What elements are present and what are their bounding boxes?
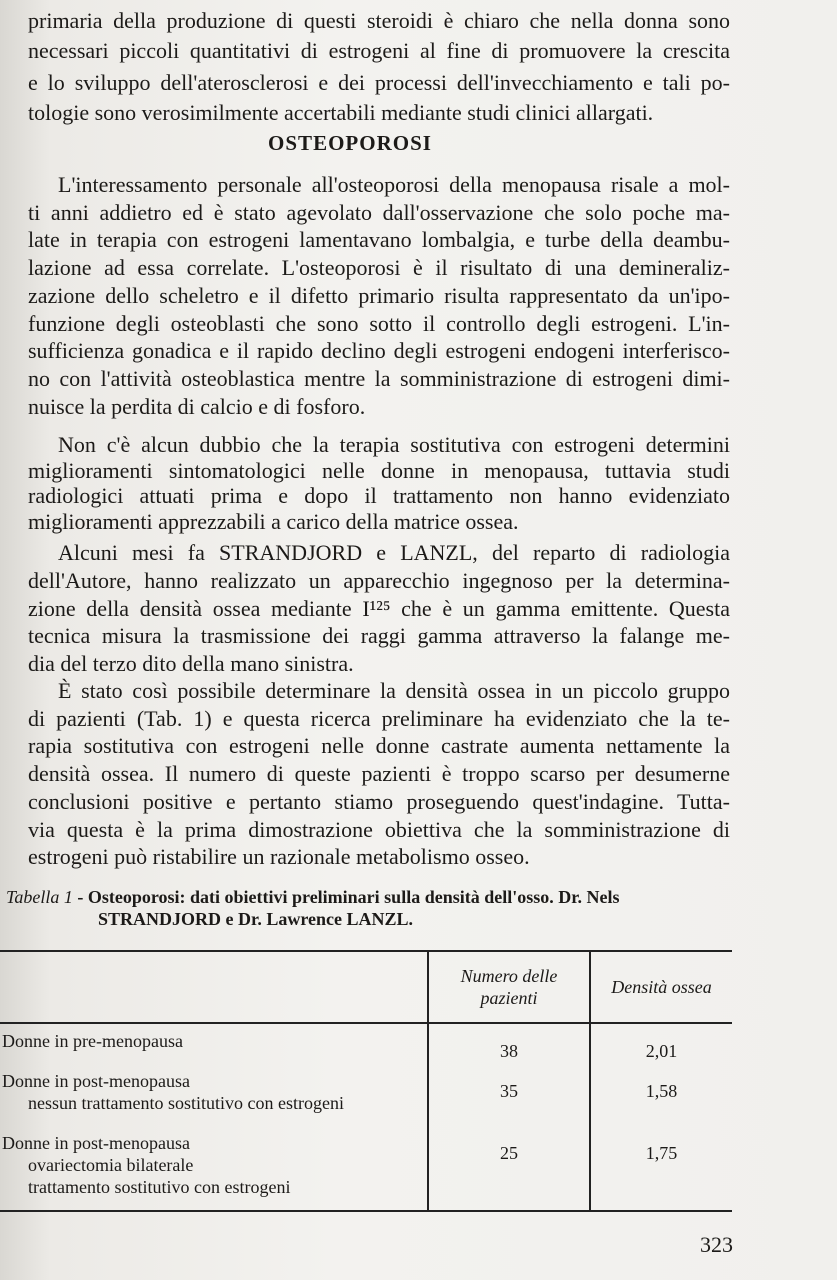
group-line: ovariectomia bilaterale [28, 1155, 194, 1175]
group-line: trattamento sostitutivo con estrogeni [28, 1177, 291, 1197]
text-line: necessari piccoli quantitativi di estrogeni al fine di promuovere la crescita [28, 38, 730, 63]
bone-density: 2,01 [590, 1023, 732, 1064]
text-line: nuisce la perdita di calcio e di fosforo. [28, 393, 366, 419]
text-line: dia del terzo dito della mano sinistra. [28, 651, 354, 677]
text-line: zazione dello scheletro e il difetto primario risulta rappresentato da un'ipo- [28, 282, 730, 308]
text-line: L'interessamento personale all'osteoporosi della menopausa risale a mol- [58, 172, 730, 197]
patients-count: 25 [428, 1126, 590, 1211]
header-patients: Numero delle pazienti [428, 951, 590, 1023]
header-density: Densità ossea [590, 951, 732, 1023]
group-cell [0, 1064, 428, 1126]
patients-count: 38 [428, 1023, 590, 1064]
text-line: miglioramenti sintomatologici nelle donne in menopausa, tuttavia studi [28, 457, 730, 483]
text-line: sufficienza gonadica e il rapido declino degli estrogeni endogeni interferisco- [28, 338, 730, 364]
header-group [0, 951, 428, 1023]
density-table [0, 950, 732, 1212]
table-row [0, 1064, 732, 1126]
text-line: tecnica misura la trasmissione dei raggi gamma attraverso la falange me- [28, 623, 730, 649]
table-label: Tabella 1 [6, 887, 73, 907]
text-line: radiologici attuati prima e dopo il trattamento non hanno evidenziato [28, 483, 730, 508]
text-line: estrogeni può ristabilire un razionale metabolismo osseo. [28, 844, 530, 870]
table-header-row [0, 951, 732, 1023]
text-line: dell'Autore, hanno realizzato un apparecchio ingegnoso per la determina- [28, 567, 730, 593]
text-line: Alcuni mesi fa STRANDJORD e LANZL, del reparto di radiologia [58, 540, 730, 565]
text-line: di pazienti (Tab. 1) e questa ricerca preliminare ha evidenziato che la te- [28, 705, 730, 731]
section-heading: OSTEOPOROSI [268, 131, 432, 155]
text-line: rapia sostitutiva con estrogeni nelle donne castrate aumenta nettamente la [28, 733, 730, 759]
text-line: miglioramenti apprezzabili a carico della matrice ossea. [28, 508, 519, 534]
group-line: Donne in pre-menopausa [2, 1031, 183, 1051]
text-line: late in terapia con estrogeni lamentavano lombalgia, e turbe della deambu- [28, 227, 730, 253]
group-line: Donne in post-menopausa [2, 1071, 190, 1091]
caption-line-1: - Osteoporosi: dati obiettivi preliminari sulla densità dell'osso. Dr. Nels [72, 887, 620, 907]
text-line: È stato così possibile determinare la densità ossea in un piccolo gruppo [58, 678, 730, 703]
text-line: conclusioni positive e pertanto stiamo proseguendo quest'indagine. Tutta- [28, 788, 730, 814]
table-row [0, 1126, 732, 1211]
patients-count: 35 [428, 1064, 590, 1126]
table-caption [6, 886, 730, 930]
text-line: ti anni addietro ed è stato agevolato dall'osservazione che solo poche ma- [28, 199, 730, 225]
group-line: nessun trattamento sostitutivo con estrogeni [28, 1093, 344, 1113]
text-line: e lo sviluppo dell'aterosclerosi e dei processi dell'invecchiamento e tali po- [28, 70, 730, 95]
text-line: zione della densità ossea mediante I¹²⁵ che è un gamma emittente. Questa [28, 595, 730, 621]
page-number: 323 [700, 1232, 733, 1257]
text-line: lazione ad essa correlate. L'osteoporosi è il risultato di una demineraliz- [28, 255, 730, 281]
group-cell [0, 1023, 428, 1064]
caption-line-2: STRANDJORD e Dr. Lawrence LANZL. [98, 909, 413, 929]
group-cell [0, 1126, 428, 1211]
text-line: tologie sono verosimilmente accertabili mediante studi clinici allargati. [28, 100, 654, 125]
bone-density: 1,58 [590, 1064, 732, 1126]
bone-density: 1,75 [590, 1126, 732, 1211]
text-line: densità ossea. Il numero di queste pazienti è troppo scarso per desumerne [28, 761, 730, 787]
text-line: funzione degli osteoblasti che sono sotto il controllo degli estrogeni. L'in- [28, 310, 730, 336]
group-line: Donne in post-menopausa [2, 1133, 190, 1153]
text-line: via questa è la prima dimostrazione obiettiva che la somministrazione di [28, 816, 730, 842]
text-line: no con l'attività osteoblastica mentre la somministrazione di estrogeni dimi- [28, 365, 730, 391]
text-line: primaria della produzione di questi steroidi è chiaro che nella donna sono [28, 8, 730, 33]
text-line: Non c'è alcun dubbio che la terapia sostitutiva con estrogeni determini [58, 432, 730, 457]
table-row [0, 1023, 732, 1064]
